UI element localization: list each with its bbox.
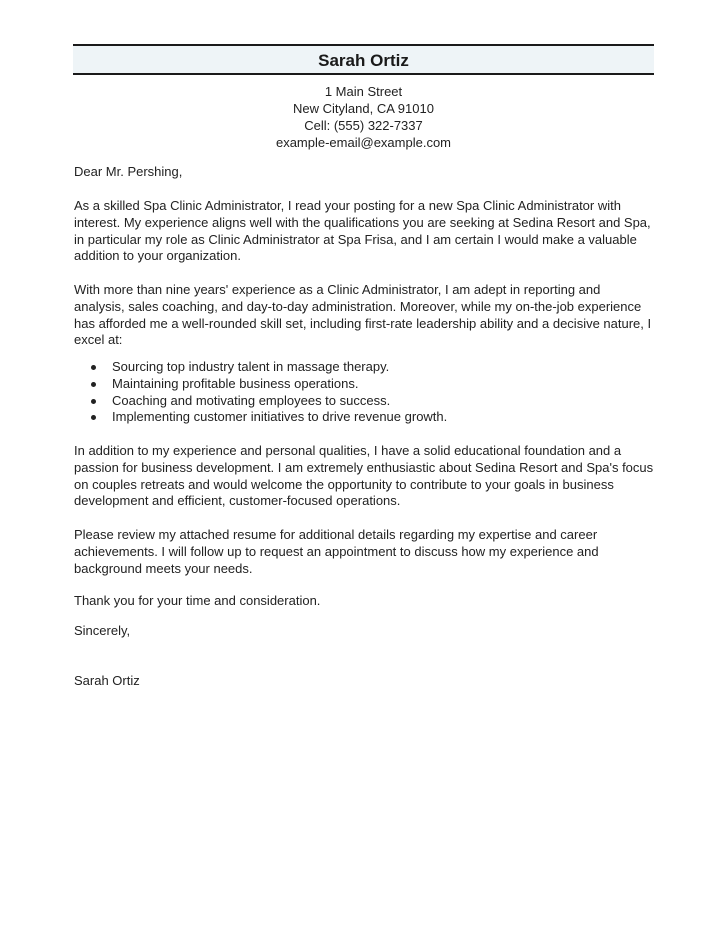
contact-block — [73, 83, 654, 151]
paragraph-follow-up: Please review my attached resume for additional details regarding my expertise and career achievements. I will follow up to request an appointment to discuss how my experience and background meets your needs. — [74, 527, 599, 576]
bullet-icon — [91, 399, 96, 404]
signature-name: Sarah Ortiz — [74, 673, 140, 688]
list-item — [74, 409, 654, 426]
name-header-band — [73, 44, 654, 75]
bullet-icon — [91, 365, 96, 370]
paragraph-intro: As a skilled Spa Clinic Administrator, I read your posting for a new Spa Clinic Administrator with interest. My experience aligns well with the qualifications you are seeking at Sedina Resort and Spa, in particular my role as Clinic Administrator at Spa Frisa, and I am certain I would make a valuable addition to your organization. — [74, 198, 651, 264]
list-item — [74, 376, 654, 393]
bullet-text: Implementing customer initiatives to drive revenue growth. — [112, 409, 448, 425]
closing: Sincerely, — [74, 623, 131, 638]
list-item — [74, 393, 654, 410]
street-address: 1 Main Street — [324, 84, 403, 99]
salutation: Dear Mr. Pershing, — [74, 164, 183, 179]
cell-phone: Cell: (555) 322-7337 — [304, 118, 423, 133]
bullet-text: Coaching and motivating employees to success. — [112, 392, 391, 408]
bullet-text: Sourcing top industry talent in massage therapy. — [112, 359, 390, 374]
applicant-name: Sarah Ortiz — [318, 51, 409, 70]
list-item — [74, 359, 654, 376]
paragraph-education: In addition to my experience and personal qualities, I have a solid educational foundation and a passion for business development. I am extremely enthusiastic about Sedina Resort and Spa's focus on couples retreats and would welcome the opportunity to contribute to your goals in business development and efficient, customer-focused operations. — [74, 443, 654, 509]
paragraph-thanks: Thank you for your time and consideration. — [74, 593, 321, 608]
skills-bullet-list — [74, 359, 654, 426]
bullet-icon — [91, 382, 96, 387]
email-address: example-email@example.com — [275, 135, 452, 150]
bullet-icon — [91, 415, 96, 420]
paragraph-experience: With more than nine years' experience as a Clinic Administrator, I am adept in reporting and analysis, sales coaching, and day-to-day administration. Moreover, while my on-the-job experience has afforded me a well-rounded skill set, including first-rate leadership ability and a decisive nature, I excel at: — [74, 282, 652, 348]
bullet-text: Maintaining profitable business operations. — [112, 375, 359, 391]
city-state-zip: New Cityland, CA 91010 — [293, 101, 434, 116]
